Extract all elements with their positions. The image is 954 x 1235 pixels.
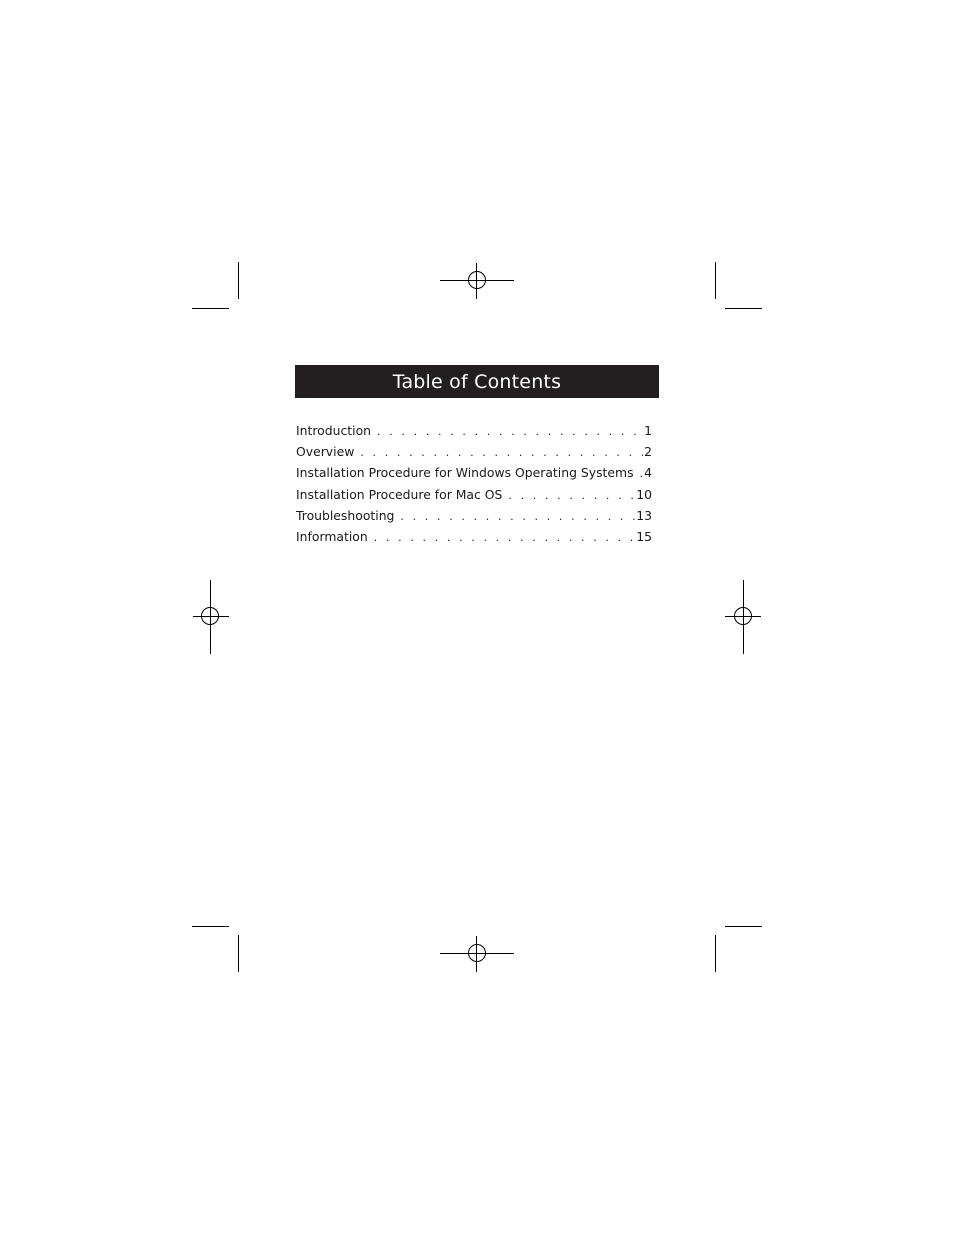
toc-entry-mac-installation[interactable]: [296, 484, 652, 505]
toc-list: [296, 420, 652, 547]
toc-entry-page: 15: [636, 528, 652, 544]
page-title: [295, 365, 659, 398]
toc-entry-information[interactable]: [296, 526, 652, 547]
toc-dot-leader: [374, 527, 635, 547]
toc-dot-leader: [377, 421, 643, 441]
crop-mark-icon: [192, 308, 229, 309]
crop-mark-icon: [725, 308, 762, 309]
toc-dot-leader: [400, 506, 635, 526]
toc-entry-page: 2: [644, 444, 652, 460]
crop-mark-icon: [238, 935, 239, 972]
toc-entry-label: Overview: [296, 444, 355, 460]
crop-mark-icon: [192, 926, 229, 927]
toc-entry-label: Installation Procedure for Windows Operating Systems: [296, 465, 634, 481]
toc-entry-windows-installation[interactable]: [296, 462, 652, 483]
toc-entry-label: Installation Procedure for Mac OS: [296, 486, 503, 502]
toc-dot-leader: [360, 442, 643, 462]
toc-entry-overview[interactable]: [296, 441, 652, 462]
toc-entry-page: 1: [644, 423, 652, 438]
toc-entry-introduction[interactable]: [296, 420, 652, 441]
crop-mark-icon: [715, 935, 716, 972]
toc-entry-page: 13: [636, 507, 652, 523]
crop-mark-icon: [715, 262, 716, 299]
crop-mark-icon: [725, 926, 762, 927]
toc-entry-page: 4: [644, 465, 652, 481]
toc-entry-label: Troubleshooting: [296, 507, 395, 523]
toc-dot-leader: [508, 485, 635, 505]
toc-entry-page: 10: [636, 486, 652, 502]
toc-entry-label: Information: [296, 528, 368, 544]
toc-entry-label: Introduction: [296, 423, 372, 438]
page-title-text: Table of Contents: [392, 370, 562, 393]
crop-mark-icon: [238, 262, 239, 299]
toc-entry-troubleshooting[interactable]: [296, 505, 652, 526]
